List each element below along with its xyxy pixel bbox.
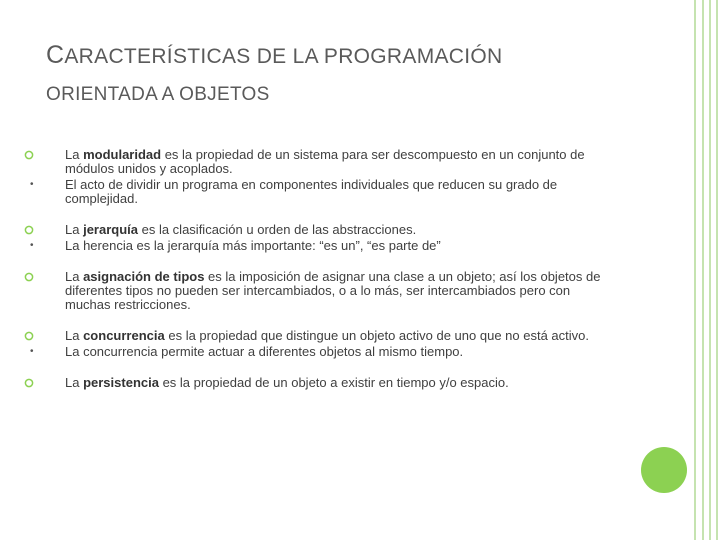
item-keyword: concurrencia xyxy=(83,328,165,343)
item-text-post: es la clasificación u orden de las abstracciones. xyxy=(138,222,417,237)
item-text: La herencia es la jerarquía más importante: “es un”, “es parte de” xyxy=(65,238,441,253)
list-item xyxy=(24,148,614,176)
decorative-green-circle xyxy=(641,447,687,493)
slide-title-line1 xyxy=(46,40,646,72)
ring-bullet-icon xyxy=(24,378,34,388)
slide-title xyxy=(46,40,646,108)
small-dot-bullet-icon: • xyxy=(30,240,34,251)
list-item xyxy=(24,178,614,206)
slide-title-line2: ORIENTADA A OBJETOS xyxy=(46,84,270,105)
item-text-pre: La xyxy=(65,222,84,237)
list-item xyxy=(24,345,614,359)
ring-bullet-icon xyxy=(24,225,34,235)
small-dot-bullet-icon: • xyxy=(30,179,34,190)
list-item xyxy=(24,239,614,253)
item-keyword: jerarquía xyxy=(83,222,138,237)
item-keyword: modularidad xyxy=(83,147,162,162)
list-item xyxy=(24,329,614,343)
list-item xyxy=(24,223,614,237)
decorative-line-1 xyxy=(694,0,696,540)
item-text-pre: La xyxy=(65,328,84,343)
item-text: El acto de dividir un programa en componentes individuales que reducen su grado de complejidad. xyxy=(65,177,558,206)
decorative-line-3 xyxy=(709,0,711,540)
item-text-pre: La xyxy=(65,269,84,284)
item-text-post: es la propiedad de un sistema para ser descompuesto en un conjunto de módulos unidos y acoplados. xyxy=(65,147,585,176)
item-keyword: persistencia xyxy=(83,375,159,390)
item-text-post: es la propiedad de un objeto a existir en tiempo y/o espacio. xyxy=(158,375,509,390)
item-text-post: es la propiedad que distingue un objeto activo de uno que no está activo. xyxy=(164,328,589,343)
ring-bullet-icon xyxy=(24,150,34,160)
decorative-line-4 xyxy=(716,0,718,540)
decorative-line-2 xyxy=(702,0,704,540)
ring-bullet-icon xyxy=(24,272,34,282)
bullet-list xyxy=(24,148,614,392)
slide-title-initial: C xyxy=(46,41,65,69)
item-text: La concurrencia permite actuar a diferentes objetos al mismo tiempo. xyxy=(65,344,464,359)
item-text-pre: La xyxy=(65,375,84,390)
slide-title-rest: ARACTERÍSTICAS DE LA PROGRAMACIÓN xyxy=(64,45,503,68)
list-item xyxy=(24,270,614,312)
ring-bullet-icon xyxy=(24,331,34,341)
item-text-post: es la imposición de asignar una clase a un objeto; así los objetos de diferentes tipos no pueden ser intercambiados, o a lo más, ser intercambiados pero con muchas restricciones. xyxy=(65,269,601,312)
item-keyword: asignación de tipos xyxy=(83,269,205,284)
list-item xyxy=(24,376,614,390)
small-dot-bullet-icon: • xyxy=(30,346,34,357)
item-text-pre: La xyxy=(65,147,84,162)
